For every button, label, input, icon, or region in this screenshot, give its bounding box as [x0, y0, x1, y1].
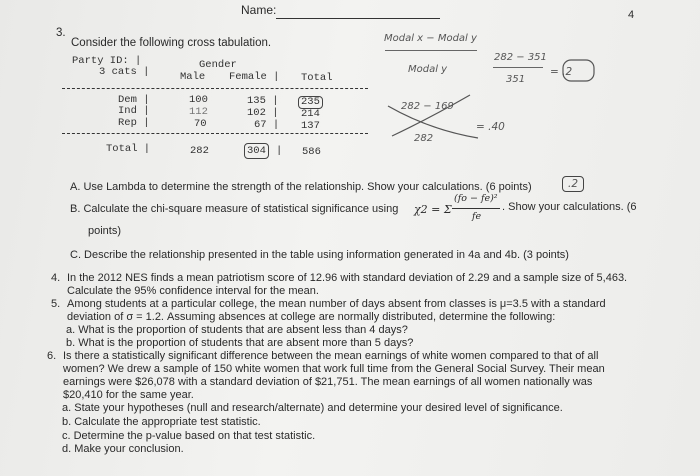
hw-frac-den: 351 — [506, 74, 526, 85]
formula-lhs: χ2 = Σ — [414, 203, 452, 216]
total-separator: | — [276, 145, 283, 157]
q6-number: 6. — [47, 350, 57, 362]
total-female: 304 — [244, 143, 269, 159]
q5-line1: Among students at a particular college, the mean number of days absent from classes is μ=3.5 with a standard — [67, 298, 606, 310]
cell-ind-total: 214 — [301, 108, 320, 120]
q4-number: 4. — [51, 272, 61, 284]
formula-denominator: fe — [472, 211, 482, 222]
q5-line2: deviation of σ = 1.2. Assuming absences at college are normally distributed, determine the following: — [67, 311, 556, 323]
q6-line2: women? We drew a sample of 150 white women that work full time from the General Social Survey. Their mean — [63, 363, 605, 375]
formula-fraction-bar — [452, 208, 500, 209]
row-label: Ind | — [118, 105, 150, 117]
q3-part-a: A. Use Lambda to determine the strength of the relationship. Show your calculations. (6 points) — [70, 181, 532, 193]
q3-part-b-tail: . Show your calculations. (6 — [502, 201, 637, 213]
hw-formula-top: Modal x − Modal y — [384, 33, 477, 44]
q3-part-b-cont: points) — [88, 225, 122, 237]
q3-part-c: C. Describe the relationship presented in the table using information generated in 4a and 4b. (3 points) — [70, 249, 569, 261]
cell-ind-female: 102 | — [247, 107, 279, 119]
hw-cross-bottom: 282 — [414, 133, 434, 144]
cell-dem-female: 135 | — [247, 95, 279, 107]
formula-numerator: (fo − fe)² — [454, 193, 498, 204]
col-male: Male — [180, 71, 206, 83]
row-label: Dem | — [118, 94, 150, 106]
row-label: Rep | — [118, 117, 150, 129]
hw-cross-top: 282 − 169 — [401, 101, 454, 112]
q6-part-b: b. Calculate the appropriate test statistic. — [62, 416, 261, 428]
cell-rep-female: 67 | — [254, 119, 280, 131]
cell-rep-male: 70 — [194, 118, 207, 130]
q6-line1: Is there a statistically significant difference between the mean earnings of white women compared to that of all — [63, 350, 599, 362]
hw-cross-result: = .40 — [476, 121, 505, 133]
gender-header: Gender — [199, 59, 237, 71]
q4-line1: In the 2012 NES finds a mean patriotism score of 12.96 with standard deviation of 2.29 and a sample size of 5,463. — [67, 272, 628, 284]
q6-part-a: a. State your hypotheses (null and research/alternate) and determine your desired level of significance. — [62, 402, 563, 414]
cell-dem-total: 235 — [298, 96, 323, 109]
total-row-label: Total | — [106, 143, 151, 155]
corner-categories: 3 cats | — [99, 66, 150, 78]
q3-part-b: B. Calculate the chi-square measure of statistical significance using — [70, 203, 399, 215]
col-total: Total — [301, 72, 333, 84]
q6-line3: earnings were $26,078 with a standard deviation of $21,751. The mean earnings of all women nationally was — [63, 376, 593, 388]
name-label: Name: — [241, 3, 277, 17]
corner-party-id: Party ID: | — [72, 55, 142, 67]
cell-rep-total: 137 — [301, 120, 320, 132]
q6-line4: $20,410 for the same year. — [63, 389, 194, 401]
q3-number: 3. — [56, 27, 66, 39]
hw-formula-den: Modal y — [408, 64, 448, 75]
q6-part-c: c. Determine the p-value based on that test statistic. — [62, 430, 316, 442]
page-number: 4 — [628, 9, 635, 21]
q5-number: 5. — [51, 298, 61, 310]
total-male: 282 — [190, 145, 209, 157]
grand-total: 586 — [302, 146, 321, 158]
q3-prompt: Consider the following cross tabulation. — [71, 37, 272, 49]
q4-line2: Calculate the 95% confidence interval for the mean. — [67, 285, 319, 297]
cell-ind-male: 112 — [189, 106, 208, 118]
q6-part-d: d. Make your conclusion. — [62, 443, 184, 455]
cell-dem-male: 100 — [189, 94, 208, 106]
hw-frac-num: 282 − 351 — [494, 52, 547, 63]
hw-eq-result: = .2 — [550, 66, 573, 78]
col-female: Female | — [229, 71, 280, 83]
q5-part-b: b. What is the proportion of students that are absent more than 5 days? — [66, 337, 414, 349]
q3-part-a-answer: .2 — [562, 176, 584, 192]
q5-part-a: a. What is the proportion of students that are absent less than 4 days? — [66, 324, 408, 336]
